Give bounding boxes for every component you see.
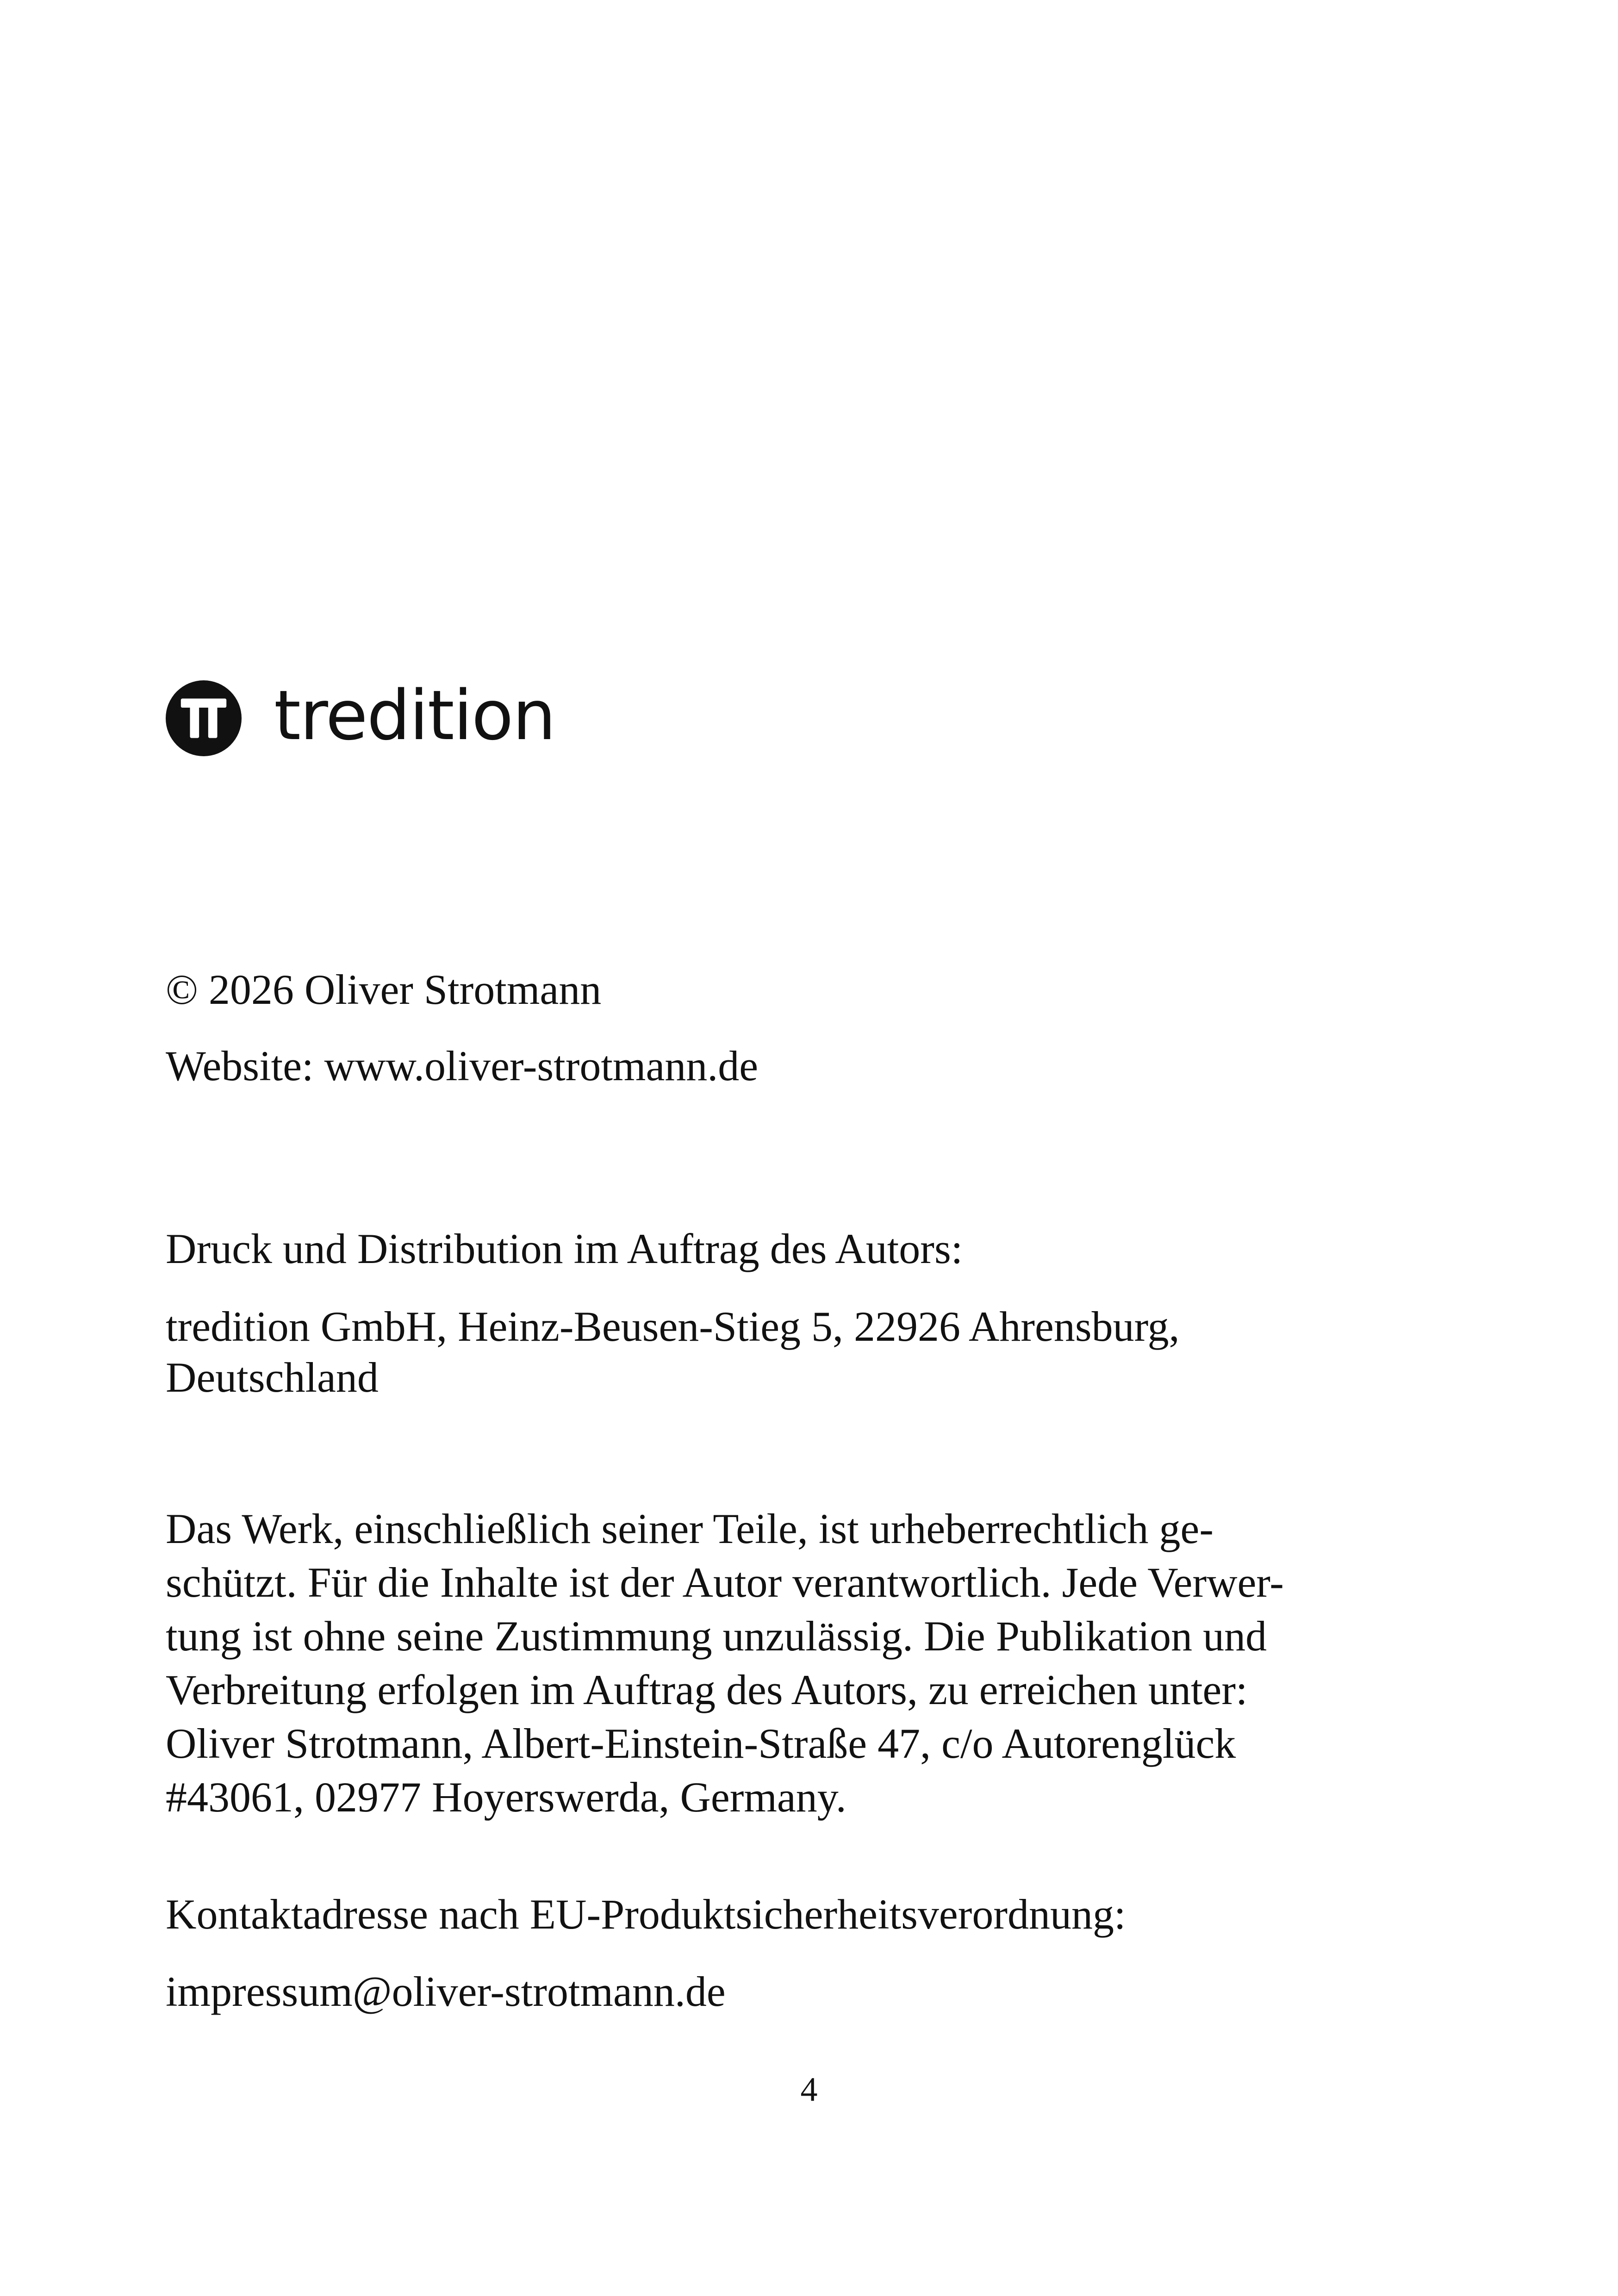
distribution-heading: Druck und Distribution im Auftrag des Autors:: [166, 1225, 963, 1272]
logo-wordmark: tredition: [274, 676, 555, 755]
legal-text-line: Oliver Strotmann, Albert-Einstein-Straße 47, c/o Autorenglück: [166, 1720, 1236, 1767]
contact-email: impressum@oliver-strotmann.de: [166, 1968, 726, 2015]
legal-text-line: Das Werk, einschließlich seiner Teile, ist urheberrechtlich ge-: [166, 1505, 1214, 1552]
legal-text-line: tung ist ohne seine Zustimmung unzulässig. Die Publikation und: [166, 1612, 1267, 1660]
distribution-address-line: Deutschland: [166, 1354, 379, 1401]
contact-heading: Kontaktadresse nach EU-Produktsicherheitsverordnung:: [166, 1891, 1126, 1938]
legal-text-line: Verbreitung erfolgen im Auftrag des Autors, zu erreichen unter:: [166, 1666, 1248, 1713]
tredition-logo-icon: [166, 680, 242, 756]
distribution-address-line: tredition GmbH, Heinz-Beusen-Stieg 5, 22926 Ahrensburg,: [166, 1303, 1180, 1350]
legal-text-line: schützt. Für die Inhalte ist der Autor verantwortlich. Jede Verwer-: [166, 1559, 1284, 1606]
website-line: Website: www.oliver-strotmann.de: [166, 1042, 759, 1089]
publisher-logo: [166, 676, 555, 756]
legal-text-line: #43061, 02977 Hoyerswerda, Germany.: [166, 1773, 846, 1821]
copyright-line: © 2026 Oliver Strotmann: [166, 966, 602, 1013]
page-number: 4: [800, 2071, 818, 2109]
